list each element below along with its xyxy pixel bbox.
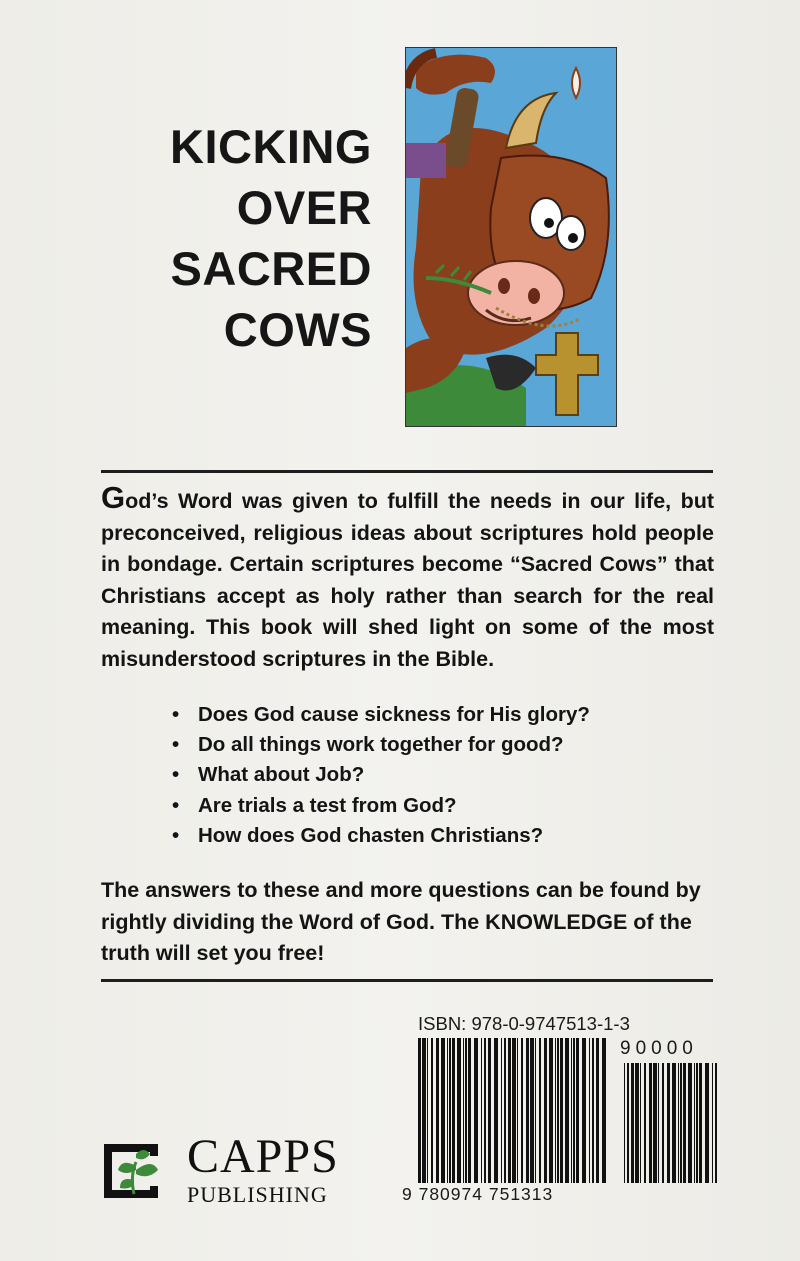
barcode-bar [555,1038,556,1183]
barcode-bar [526,1038,529,1183]
barcode-bar [441,1038,445,1183]
title-line: OVER [236,181,372,234]
barcode-bar [521,1038,523,1183]
barcode-bar [683,1063,686,1183]
cartoon-cow-image [406,48,616,426]
barcode-bar [557,1038,559,1183]
barcode-bar [662,1063,664,1183]
barcode-bar [436,1038,439,1183]
barcode-bar [539,1038,541,1183]
barcode-bar [452,1038,455,1183]
question-text: Does God cause sickness for His glory? [198,703,590,726]
barcode-bar [715,1063,717,1183]
barcode-bar [644,1063,646,1183]
barcode-bar [504,1038,506,1183]
barcode-bar [589,1038,590,1183]
top-divider [101,470,713,473]
barcode-bar [447,1038,448,1183]
publisher-name [187,1132,339,1208]
barcode-bar [640,1063,641,1183]
barcode-bar [484,1038,486,1183]
barcode-bar [571,1038,572,1183]
list-item [172,821,590,851]
barcode-bar [712,1063,713,1183]
barcode-bar [418,1038,421,1183]
barcode-bar [653,1063,657,1183]
barcode-bar [560,1038,563,1183]
barcode-bar [696,1063,698,1183]
book-description [101,480,714,675]
barcode-bar [544,1038,547,1183]
barcode-bar [667,1063,670,1183]
barcode-bar [576,1038,579,1183]
price-addon-digits: 90000 [620,1038,698,1059]
barcode-bar [596,1038,599,1183]
barcode-bar [474,1038,478,1183]
barcode-digits: 9 780974 751313 [402,1184,554,1204]
barcode-bar [705,1063,709,1183]
barcode-bar [449,1038,451,1183]
barcode-bar [631,1063,634,1183]
question-text: How does God chasten Christians? [198,823,544,847]
barcode-bar [565,1038,569,1183]
bullet-icon: • [172,763,180,787]
bullet-icon: • [172,823,180,847]
barcode-bar [501,1038,502,1183]
bullet-icon: • [172,703,180,726]
barcode-bar [602,1038,606,1183]
list-item [172,700,590,730]
barcode-bar [582,1038,586,1183]
barcode-bar [431,1038,433,1183]
question-list [172,700,590,851]
barcode-bar [481,1038,482,1183]
barcode-bar [624,1063,625,1183]
bullet-icon: • [172,733,180,757]
barcode-bar [592,1038,594,1183]
barcode-bar [672,1063,676,1183]
barcode-bar [494,1038,498,1183]
barcode-bar [649,1063,652,1183]
barcode-bar [468,1038,471,1183]
barcode-bar [463,1038,464,1183]
barcode-bar [530,1038,534,1183]
list-item [172,730,590,760]
barcode-bar [699,1063,702,1183]
barcode-bar [627,1063,629,1183]
barcode-bar [422,1038,426,1183]
title-line: COWS [223,303,372,356]
title-line: KICKING [170,120,372,173]
barcode-bar [512,1038,516,1183]
closing-paragraph: The answers to these and more questions can be found by rightly dividing the Word of God. The KNOWLEDGE of the truth will set you free! [101,878,701,965]
barcode-bar [635,1063,639,1183]
question-text: What about Job? [198,763,365,787]
question-text: Are trials a test from God? [198,793,457,817]
barcode-bar [427,1038,428,1183]
list-item [172,760,590,790]
list-item [172,791,590,821]
bottom-divider [101,979,713,982]
barcode-bar [688,1063,692,1183]
barcode-bar [549,1038,553,1183]
publisher-logo-icon [100,1140,172,1202]
barcode-bar [573,1038,575,1183]
barcode-bar [488,1038,491,1183]
barcode-bar [517,1038,518,1183]
bullet-icon: • [172,793,180,817]
barcode-bar [658,1063,659,1183]
isbn-label: ISBN: 978-0-9747513-1-3 [418,1013,630,1034]
barcode-bar [508,1038,511,1183]
barcode-bar [535,1038,536,1183]
barcode-bar [678,1063,679,1183]
book-title [170,116,372,360]
publisher-name-line1: CAPPS [187,1130,339,1183]
barcode [402,1038,722,1188]
cover-illustration [405,47,617,427]
barcode-bar [457,1038,461,1183]
description-text: od’s Word was given to fulfill the needs in our life, but preconceived, religious ideas about scriptures hold people in bondage. Certain scriptures become “Sacred Cows” that Christians accept as holy rather than search for the real meaning. This book will shed light on some of the most misunderstood scriptures in the Bible. [101,489,714,671]
drop-cap: G [101,480,126,515]
publisher-name-line2: PUBLISHING [187,1182,328,1207]
barcode-bar [465,1038,467,1183]
barcode-bar [694,1063,695,1183]
barcode-bar [680,1063,682,1183]
question-text: Do all things work together for good? [198,733,564,757]
title-line: SACRED [170,242,372,295]
